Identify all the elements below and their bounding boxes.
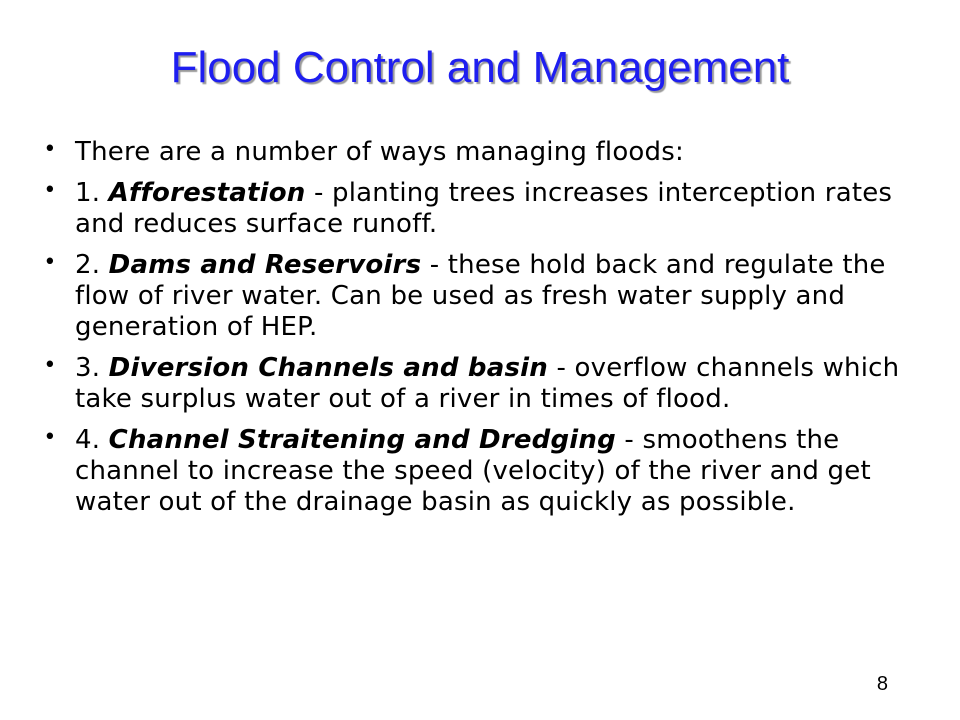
slide-title: Flood Control and Management <box>170 43 790 92</box>
bullet-dot-icon: • <box>43 353 57 378</box>
bullet-item-dams <box>40 250 930 343</box>
bullet-prefix: 3. <box>75 353 109 383</box>
bullet-prefix: 2. <box>75 250 109 280</box>
bullet-prefix: 1. <box>75 178 109 208</box>
bullet-text: - smoothens the channel to increase the speed (velocity) of the river and get water out of the drainage basin as quickly as possible. <box>75 425 871 517</box>
bullet-list <box>40 137 930 518</box>
bullet-prefix: There are a number of ways managing floods: <box>75 137 684 167</box>
page-number: 8 <box>876 673 888 695</box>
bullet-prefix: 4. <box>75 425 109 455</box>
bullet-dot-icon: • <box>43 425 57 450</box>
bullet-term: Afforestation <box>108 178 306 208</box>
bullet-dot-icon: • <box>43 250 57 275</box>
bullet-term: Channel Straitening and Dredging <box>108 425 616 455</box>
bullet-text: - these hold back and regulate the flow of river water. Can be used as fresh water supply and generation of HEP. <box>75 250 886 342</box>
bullet-item-afforestation <box>40 178 930 240</box>
bullet-item-intro <box>40 137 930 168</box>
bullet-term: Diversion Channels and basin <box>108 353 548 383</box>
bullet-dot-icon: • <box>43 137 57 162</box>
bullet-text: - planting trees increases interception rates and reduces surface runoff. <box>75 178 893 239</box>
bullet-term: Dams and Reservoirs <box>108 250 422 280</box>
bullet-text: - overflow channels which take surplus water out of a river in times of flood. <box>75 353 900 414</box>
bullet-item-diversion <box>40 353 930 415</box>
bullet-dot-icon: • <box>43 178 57 203</box>
bullet-item-straitening <box>40 425 930 518</box>
